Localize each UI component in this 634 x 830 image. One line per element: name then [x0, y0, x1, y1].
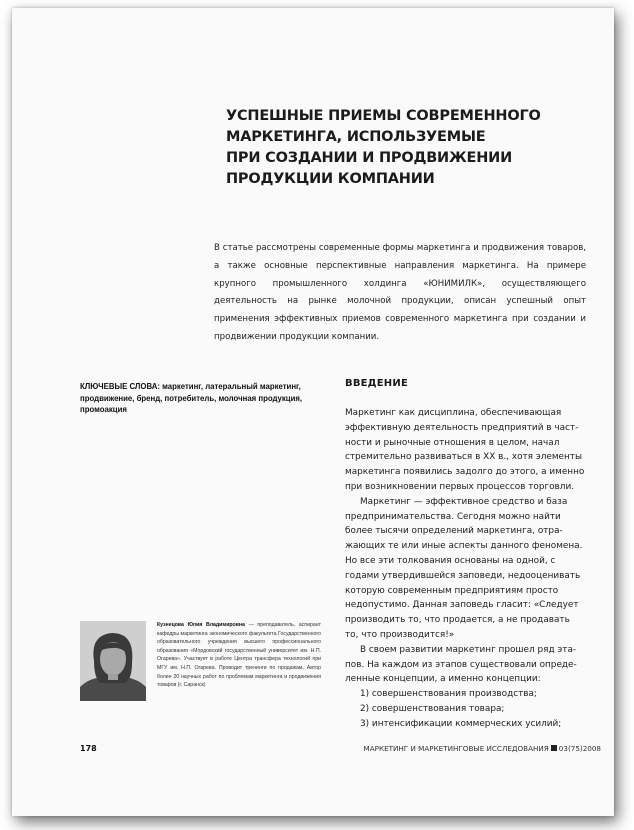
author-portrait-icon: [80, 621, 146, 701]
article-body: [345, 406, 595, 732]
body-line: маркетинга появились задолго до этого, а именно: [345, 467, 585, 478]
title-line: ПРОДУКЦИИ КОМПАНИИ: [226, 171, 435, 187]
body-line: Маркетинг — эффективное средство и база: [360, 496, 568, 507]
list-item: 1) совершенствования производства;: [360, 689, 537, 700]
author-description: — преподаватель, аспирант кафедры маркетинга экономического факультета Государственного образовательного учреждения высшего профессионального образования «Мордовский государственный университет им. Н.П. Огарева». Участвует в работе Центра трансфера технологий при МГУ им. Н.П. Огарева. Проводит тренинги по продажам. Автор более 20 научных работ по проблемам маркетинга и продвижения товаров (г. Саранск): [157, 622, 321, 689]
body-line: при возникновении первых процессов торговли.: [345, 481, 575, 492]
body-line: недопустимо. Данная заповедь гласит: «Следует: [345, 600, 579, 611]
list-item: 3) интенсификации коммерческих усилий;: [360, 718, 562, 729]
section-heading: ВВЕДЕНИЕ: [345, 378, 408, 389]
square-bullet-icon: [551, 745, 557, 751]
page-number: 178: [80, 744, 97, 753]
body-line: В своем развитии маркетинг прошел ряд эта-: [360, 644, 577, 655]
body-line: более тысячи определений маркетинга, отра-: [345, 526, 563, 537]
issue-number: 03(75)2008: [558, 744, 601, 753]
body-line: которую современным предприятиям просто: [345, 585, 559, 596]
body-line: стремительно развиваться в XX в., хотя элементы: [345, 452, 582, 463]
list-item: 2) совершенствования товара;: [360, 703, 505, 714]
title-line: УСПЕШНЫЕ ПРИЕМЫ СОВРЕМЕННОГО: [226, 108, 541, 124]
body-line: жающих те или иные аспекты данного феномена.: [345, 541, 583, 552]
body-line: предпринимательства. Сегодня можно найти: [345, 511, 561, 522]
title-line: ПРИ СОЗДАНИИ И ПРОДВИЖЕНИИ: [226, 150, 513, 166]
journal-name: МАРКЕТИНГ И МАРКЕТИНГОВЫЕ ИССЛЕДОВАНИЯ: [363, 744, 549, 753]
body-line: Маркетинг как дисциплина, обеспечивающая: [345, 408, 562, 418]
body-line: пов. На каждом из этапов существовали опреде-: [345, 659, 577, 670]
author-name: Кузнецова Юлия Владимировна: [157, 622, 245, 628]
keywords: КЛЮЧЕВЫЕ СЛОВА: маркетинг, латеральный маркетинг, продвижение, бренд, потребитель, молочная продукция, промоакция: [80, 382, 303, 414]
author-photo: [80, 621, 146, 701]
journal-footer: [364, 744, 601, 753]
body-line: ности и рыночные отношения в целом, начал: [345, 437, 560, 448]
author-bio: [157, 621, 321, 690]
body-line: эффективную деятельность предприятий в част-: [345, 422, 579, 433]
body-line: Но все эти толкования основаны на одной, с: [345, 555, 556, 566]
body-line: производить то, что продается, а не продавать: [345, 615, 570, 626]
title-line: МАРКЕТИНГА, ИСПОЛЬЗУЕМЫЕ: [226, 129, 486, 145]
article-title: [226, 106, 556, 190]
body-line: то, что производится!»: [345, 629, 455, 640]
body-line: ленные концепции, а именно концепции:: [345, 674, 541, 685]
article-abstract: В статье рассмотрены современные формы маркетинга и продвижения товаров, а также основные перспективные направления маркетинга. На примере крупного промышленного холдинга «ЮНИМИЛК», осуществляющего деятельность на рынке молочной продукции, описан успешный опыт применения эффективных приемов современного маркетинга при создании и продвижении продукции компании.: [214, 243, 586, 342]
body-line: годами утвердившейся заповеди, недооценивать: [345, 570, 581, 581]
